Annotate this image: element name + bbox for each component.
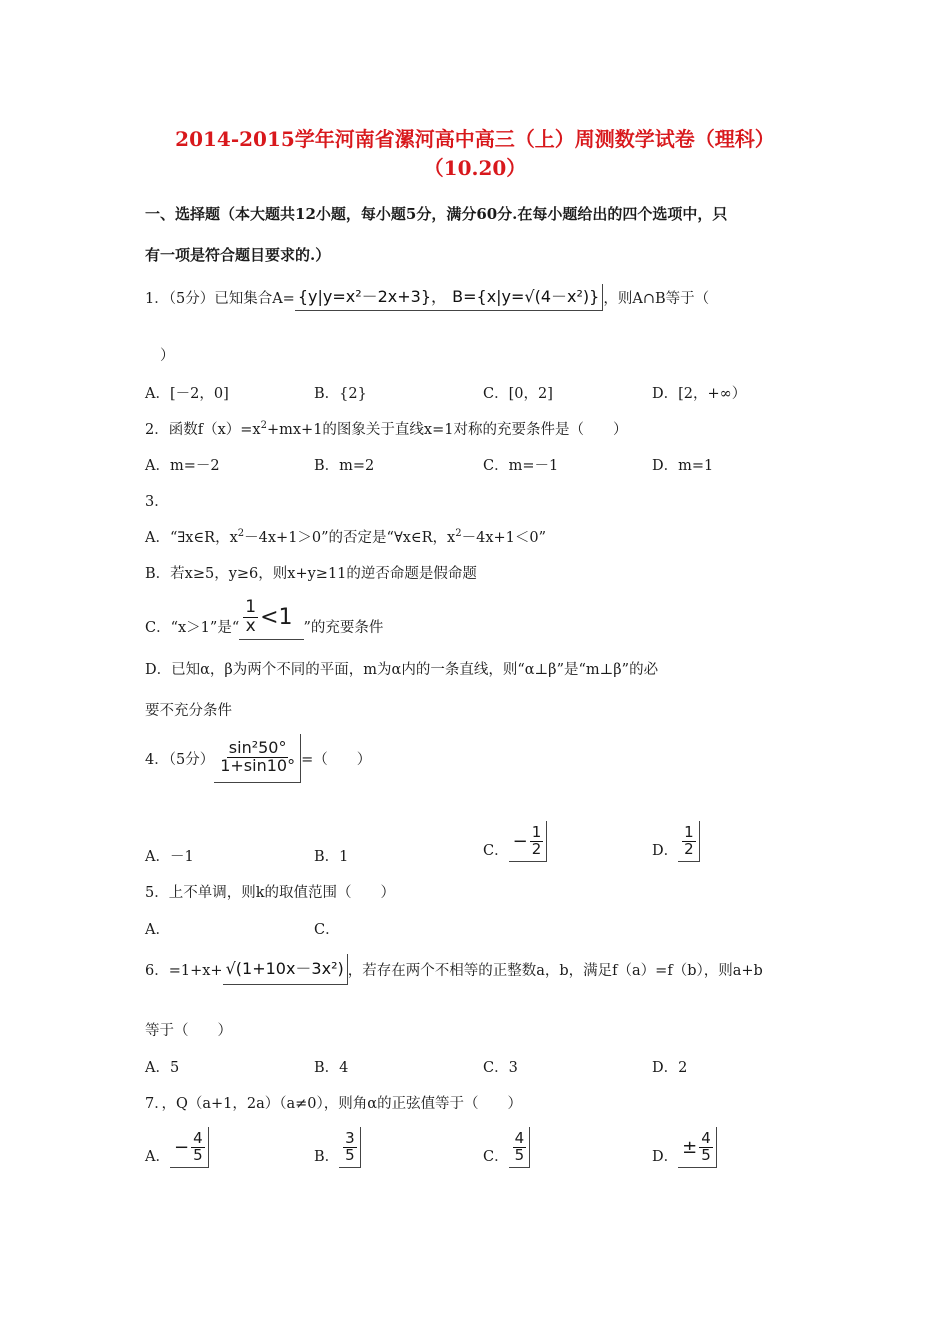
q7-option-d-num: 4 bbox=[701, 1128, 711, 1147]
q4-option-d-formula bbox=[678, 821, 700, 862]
q4-denominator: 1+sin10° bbox=[220, 756, 296, 775]
q1-set-formula: {y|y=x²－2x+3}， B={x|y=√(4－x²)} bbox=[295, 284, 604, 311]
q1-continuation: ） bbox=[160, 348, 175, 364]
q7-option-b-label: B． bbox=[314, 1149, 340, 1165]
q4-prefix: 4．（5分） bbox=[145, 751, 215, 768]
q5-option-a: A． bbox=[145, 922, 170, 938]
q3-a-exp2: 2 bbox=[455, 528, 462, 540]
q6-prefix: 6．=1+x+ bbox=[145, 962, 223, 979]
q7-option-a bbox=[145, 1124, 209, 1168]
section-heading-line1: 一、选择题（本大题共12小题，每小题5分，满分60分.在每小题给出的四个选项中，只 bbox=[145, 205, 728, 223]
q1-prefix: 1．（5分）已知集合A= bbox=[145, 290, 295, 307]
q2-option-c: C．m=－1 bbox=[483, 458, 559, 474]
q7-option-c-num: 4 bbox=[514, 1128, 525, 1147]
q5-option-c: C． bbox=[314, 922, 340, 938]
q3-c-fraction bbox=[243, 596, 258, 636]
q7-option-a-den: 5 bbox=[193, 1145, 203, 1164]
q3-a-part3: －4x+1＜0” bbox=[461, 530, 547, 546]
q4-option-c-formula bbox=[509, 821, 548, 862]
q7-option-a-fraction bbox=[191, 1128, 205, 1164]
document-title-line1: 2014-2015学年河南省漯河高中高三（上）周测数学试卷（理科） bbox=[175, 127, 775, 151]
q7-option-b-formula bbox=[339, 1127, 361, 1168]
q7-option-c-formula bbox=[509, 1127, 531, 1168]
q3-statement-d-line1: D．已知α，β为两个不同的平面，m为α内的一条直线，则“α⊥β”是“m⊥β”的必 bbox=[145, 662, 659, 678]
q7-option-b-fraction bbox=[343, 1128, 357, 1164]
q4-option-c-num: 1 bbox=[531, 822, 542, 841]
q2-exponent: 2 bbox=[260, 420, 267, 432]
q3-c-denominator: x bbox=[245, 615, 256, 636]
document-title-line2: （10.20） bbox=[423, 156, 527, 180]
q2-option-d: D．m=1 bbox=[652, 458, 714, 474]
q4-option-c-label: C． bbox=[483, 843, 509, 859]
question-2 bbox=[145, 418, 628, 439]
q4-numerator: sin²50° bbox=[228, 738, 287, 758]
q3-statement-b: B．若x≥5，y≥6，则x+y≥11的逆否命题是假命题 bbox=[145, 566, 477, 582]
q3-c-numerator: 1 bbox=[245, 596, 257, 617]
q7-option-b-num: 3 bbox=[345, 1128, 355, 1147]
q2-option-a: A．m=－2 bbox=[145, 458, 220, 474]
q6-option-a: A．5 bbox=[145, 1060, 180, 1076]
q7-option-d bbox=[652, 1124, 717, 1168]
q6-suffix: ，若存在两个不相等的正整数a，b，满足f（a）=f（b），则a+b bbox=[347, 962, 763, 979]
q6-option-c: C．3 bbox=[483, 1060, 518, 1076]
question-4 bbox=[145, 732, 371, 784]
q3-c-part1: C．“x＞1”是“ bbox=[145, 620, 240, 636]
q7-option-b bbox=[314, 1124, 361, 1168]
q7-option-d-fraction bbox=[699, 1128, 713, 1164]
q3-c-part2: ”的充要条件 bbox=[303, 620, 384, 636]
q1-option-a: A．[－2，0] bbox=[145, 386, 229, 402]
q7-option-a-num: 4 bbox=[193, 1128, 203, 1147]
question-1 bbox=[145, 282, 709, 312]
q4-option-c bbox=[483, 818, 547, 862]
question-3-number: 3． bbox=[145, 494, 169, 510]
q7-option-a-label: A． bbox=[145, 1149, 170, 1165]
q3-a-exp1: 2 bbox=[237, 528, 245, 540]
q7-option-b-den: 5 bbox=[345, 1145, 355, 1164]
q6-option-b: B．4 bbox=[314, 1060, 349, 1076]
q4-option-c-fraction bbox=[530, 822, 544, 858]
q4-option-d-label: D． bbox=[652, 843, 679, 859]
question-7: 7．，Q（a+1，2a）（a≠0），则角α的正弦值等于（ ） bbox=[145, 1096, 523, 1112]
q7-option-a-sign: − bbox=[173, 1136, 190, 1158]
q3-c-formula bbox=[239, 595, 303, 640]
q4-suffix: =（ ） bbox=[301, 751, 372, 768]
q2-option-b: B．m=2 bbox=[314, 458, 375, 474]
q7-option-a-formula bbox=[170, 1127, 209, 1168]
q7-option-c-den: 5 bbox=[514, 1145, 525, 1164]
q4-option-d-fraction bbox=[682, 822, 696, 858]
q4-option-d bbox=[652, 818, 700, 862]
q7-option-d-label: D． bbox=[652, 1149, 679, 1165]
q3-c-relation: <1 bbox=[260, 604, 293, 630]
q7-option-c bbox=[483, 1124, 530, 1168]
q6-continuation: 等于（ ） bbox=[145, 1023, 232, 1039]
q2-text-a: 2．函数f（x）=x bbox=[145, 422, 261, 438]
q1-option-c: C．[0，2] bbox=[483, 386, 553, 402]
q2-text-b: +mx+1的图象关于直线x=1对称的充要条件是（ ） bbox=[266, 422, 628, 438]
q3-a-part2: －4x+1＞0”的否定是“∀x∈R，x bbox=[244, 530, 456, 546]
q4-formula bbox=[214, 734, 301, 783]
q6-option-d: D．2 bbox=[652, 1060, 688, 1076]
q7-option-d-den: 5 bbox=[701, 1145, 711, 1164]
q4-option-d-den: 2 bbox=[684, 839, 694, 858]
q1-option-d: D．[2，+∞） bbox=[652, 386, 747, 402]
q4-option-c-sign: − bbox=[512, 830, 528, 852]
q3-statement-c bbox=[145, 592, 383, 640]
q4-option-d-num: 1 bbox=[684, 822, 694, 841]
q6-sqrt-formula: √(1+10x－3x²) bbox=[223, 954, 348, 985]
section-heading-line2: 有一项是符合题目要求的.） bbox=[145, 246, 331, 264]
q3-statement-a bbox=[145, 526, 546, 547]
q7-option-c-label: C． bbox=[483, 1149, 509, 1165]
q4-option-a: A．－1 bbox=[145, 849, 194, 865]
q7-option-d-sign: ± bbox=[682, 1136, 698, 1158]
q4-option-c-den: 2 bbox=[531, 839, 542, 858]
q3-statement-d-line2: 要不充分条件 bbox=[145, 703, 232, 719]
q7-option-d-formula bbox=[678, 1127, 717, 1168]
q3-a-part1: A．“∃x∈R，x bbox=[145, 530, 238, 546]
q7-option-c-fraction bbox=[513, 1128, 527, 1164]
question-6 bbox=[145, 952, 763, 986]
q1-option-b: B．{2} bbox=[314, 386, 367, 402]
question-5: 5．上不单调，则k的取值范围（ ） bbox=[145, 885, 396, 901]
q4-option-b: B．1 bbox=[314, 849, 349, 865]
q4-fraction bbox=[218, 740, 297, 775]
q1-suffix: ，则A∩B等于（ bbox=[603, 290, 710, 307]
